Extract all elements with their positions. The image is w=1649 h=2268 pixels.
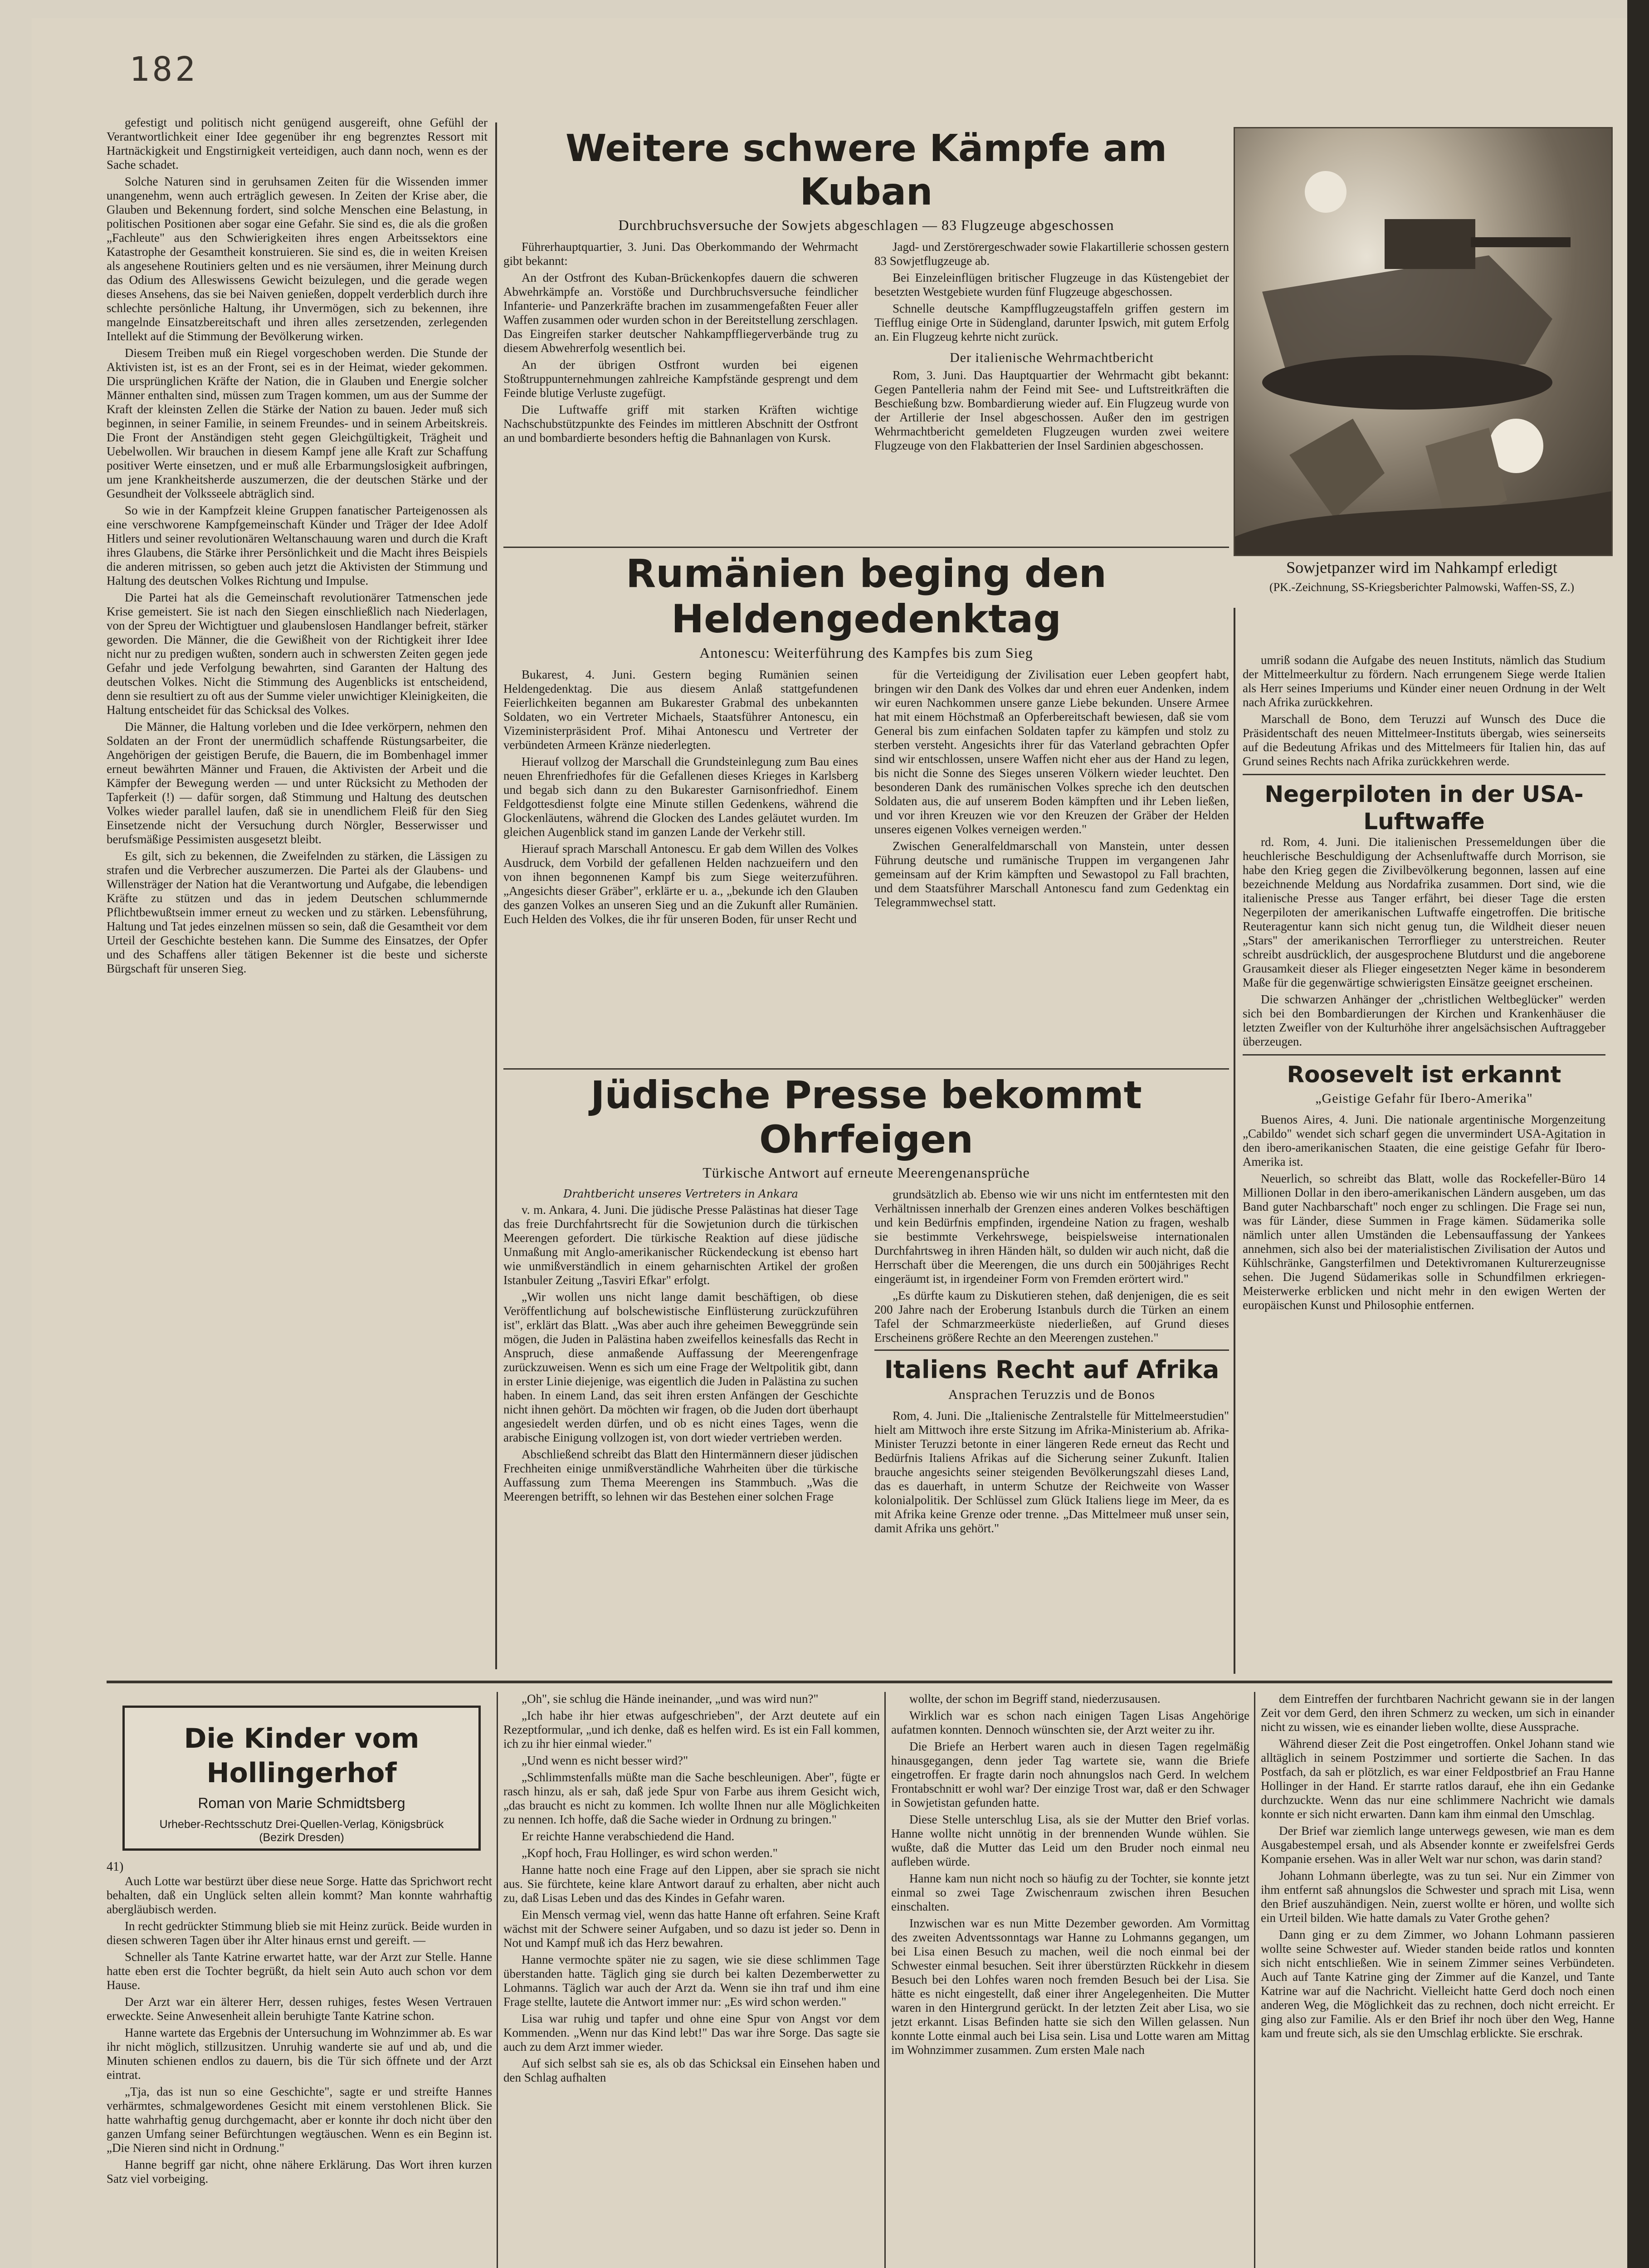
italian-report-heading: Der italienische Wehrmachtbericht [950, 350, 1154, 365]
mittelmeer-paragraph: Marschall de Bono, dem Teruzzi auf Wunsch des Duce die Präsidentschaft des neuen Mittelmeer-Instituts übergab, wies seinerseits auf die Bedeutung Afrikas und des Mittelmeers für Italien hin, das auf Grund seines Rechts nach Afrika zurückkehren werde. [1243, 712, 1605, 768]
novel-paragraph: Der Arzt war ein älterer Herr, dessen ruhiges, festes Wesen Vertrauen erweckte. Seine Anwesenheit allein beruhigte Tante Katrine schon. [107, 1995, 492, 2023]
novel-paragraph: Inzwischen war es nun Mitte Dezember geworden. Am Vormittag des zweiten Adventssonntags war Hanne zu Lohmanns gegangen, um bei Lisa einen Besuch zu machen, weil die noch einmal bei der Schwester einmal besuchen. Seit ihrer überstürzten Rückkehr in diesem Besuch bei den Lohfes waren noch fremden Besuch bei der Lisa. Sie hätte es nicht eingestellt, daß einer ihrer Angelegenheiten. Die Mutter waren in den Hintergrund gerückt. In der letzten Zeit aber Lisa, wo sie jetzt erkannt. Lisas Befinden hatte sie sich den Willen gelassen. Nun konnte Lotte einmal auch bei Lisa sein. Lisa und Lotte waren am Mittag im Wohnzimmer zusammen. Zum ersten Male nach [891, 1916, 1249, 2057]
roosevelt-subheadline: „Geistige Gefahr für Ibero-Amerika" [1315, 1091, 1533, 1106]
rumaenien-right-text [874, 668, 1229, 929]
novel-paragraph: Während dieser Zeit die Post eingetroffen. Onkel Johann stand wie alltäglich in seinem Postzimmer und sortierte die Sachen. In das Postfach, da sah er plötzlich, es war einer Feldpostbrief an Frau Hanne Hollinger in der Hand. Er starrte ratlos darauf, ehe ihn ein Gedanke durchzuckte. Wenn das nur eine schlimmere Nachricht wie damals konnte er sich nicht erwarten. Dann kam ihm einmal den Umschlag. [1261, 1737, 1615, 1821]
kuban-paragraph: Führerhauptquartier, 3. Juni. Das Oberkommando der Wehrmacht gibt bekannt: [503, 240, 858, 268]
juedisch-paragraph: v. m. Ankara, 4. Juni. Die jüdische Presse Palästinas hat dieser Tage das freie Durchfahrtsrecht für die Sowjetunion durch die türkischen Meerengen gefordert. Die türkische Reaktion auf diese jüdische Unmaßung mit Anglo-amerikanischer Rückendeckung ist ebenso hart wie unmißverständlich in einem geharnischten Artikel der großen Istanbuler Zeitung „Tasviri Efkar" erfolgt. [503, 1203, 858, 1287]
rumaenien-headline: Rumänien beging den Heldengedenktag [625, 551, 1107, 642]
negerpiloten-paragraph: Die schwarzen Anhänger der „christlichen Weltbeglücker" werden sich bei den Bombardierungen der Kirchen und Krankenhäuser die letzten Zweifler von der Kulturhöhe ihrer angelsächsischen Auftraggeber überzeugen. [1243, 992, 1605, 1048]
mittelmeer-continued-text [1243, 653, 1605, 768]
novel-paragraph: Hanne kam nun nicht noch so häufig zu der Tochter, sie konnte jetzt einmal so zwei Tage Zwischenraum zwischen ihren Besuchen einschalten. [891, 1872, 1249, 1913]
rumaenien-paragraph: Hierauf sprach Marschall Antonescu. Er gab dem Willen des Volkes Ausdruck, dem Vorbild der gefallenen Helden nachzueifern und den von ihnen begonnenen Kampf bis zum Siege weiterzuführen. „Angesichts dieser Gräber", erklärte er u. a., „bekunde ich den Glauben des ganzen Volkes an unseren Sieg und an die Zukunft aller Rumänien. Euch Helden des Volkes, die ihr für unseren Boden, für unser Recht und [503, 842, 858, 926]
kuban-headline: Weitere schwere Kämpfe am Kuban [565, 127, 1167, 214]
novel-paragraph: Auf sich selbst sah sie es, als ob das Schicksal ein Einsehen haben und den Schlag aufhalten [503, 2057, 880, 2084]
afrika-subheadline: Ansprachen Teruzzis und de Bonos [948, 1387, 1155, 1402]
novel-paragraph: In recht gedrückter Stimmung blieb sie mit Heinz zurück. Beide wurden in diesen schweren Tagen über ihr Alter hinaus ernst und gereift. — [107, 1919, 492, 1947]
kuban-paragraph: An der übrigen Ostfront wurden bei eigenen Stoßtruppunternehmungen zahlreiche Kampfstände gesprengt und dem Feinde blutige Verluste zugefügt. [503, 358, 858, 400]
page-number: 182 [129, 50, 198, 89]
juedisch-paragraph: „Es dürfte kaum zu Diskutieren stehen, daß denjenigen, die es seit 200 Jahre nach der Eroberung Istanbuls durch die Türken an einem Tafel der Schmarzmeerküste niederließen, auf Grund dieses Erscheinens größere Rechte an den Meerengen zustehen." [874, 1289, 1229, 1344]
column-divider [497, 1692, 498, 2268]
novel-title-box [122, 1706, 481, 1851]
photo-credit: (PK.-Zeichnung, SS-Kriegsberichter Palmowski, Waffen-SS, Z.) [1269, 581, 1575, 594]
kuban-paragraph: Bei Einzeleinflügen britischer Flugzeuge in das Küstengebiet der besetzten Westgebiete wurden fünf Flugzeuge abgeschossen. [874, 271, 1229, 298]
roosevelt-paragraph: Buenos Aires, 4. Juni. Die nationale argentinische Morgenzeitung „Cabildo" wendet sich scharf gegen die unvermindert USA-Agitation in den ibero-amerikanischen Staaten, die eine geistige Gefahr für Ibero-Amerika ist. [1243, 1113, 1605, 1168]
editorial-paragraph: Die Partei hat als die Gemeinschaft revolutionärer Tatmenschen jede Krise gemeistert. Sie ist nach den Siegen einschließlich nach Niederlagen, von der Spreu der Wichtigtuer und glaubenslosen Handlanger befreit, stärker geworden. Die Männer, die die Gewißheit von der Richtigkeit ihrer Idee nicht nur zu predigen wußten, sondern auch in schwersten Zeiten gegen jede Gefahr und jede Verfolgung bewahrten, sind Garanten der Haltung des deutschen Volkes. Nicht die Stimmung des Augenblicks ist entscheidend, denn sie resultiert zu oft aus der Summe vieler unwichtiger Kleinigkeiten, die Haltung entscheidet für das Schicksal des Volkes. [107, 591, 488, 717]
novel-paragraph: Er reichte Hanne verabschiedend die Hand. [522, 1829, 735, 1843]
rumaenien-article [503, 551, 1229, 1068]
novel-paragraph: Der Brief war ziemlich lange unterwegs gewesen, wie man es dem Ausgabestempel ersah, und als Absender konnte er zweifelsfrei Gerds Kompanie ersehen. Was in aller Welt war nur schon, was darin stand? [1261, 1824, 1615, 1866]
editorial-paragraph: So wie in der Kampfzeit kleine Gruppen fanatischer Parteigenossen als eine verschworene Kampfgemeinschaft Künder und Träger der Idee Adolf Hitlers und seiner revolutionären Weltanschauung waren und durch die Kraft ihres Glaubens, die Stärke ihrer Persönlichkeit und die Macht ihres Beispiels die anderen mitrissen, so geben auch jetzt die Aktivisten der Stimmung und Haltung des deutschen Volkes Richtung und Impulse. [107, 503, 488, 587]
soviet-tank-illustration [1234, 127, 1613, 556]
novel-rights: Urheber-Rechtsschutz Drei-Quellen-Verlag, Königsbrück (Bezirk Dresden) [159, 1818, 444, 1844]
novel-paragraph: Hanne wartete das Ergebnis der Untersuchung im Wohnzimmer ab. Es war ihr nicht möglich, stillzusitzen. Unruhig wanderte sie auf und ab, und die Minuten schienen endlos zu dauern, bis die Tür sich öffnete und der Arzt eintrat. [107, 2026, 492, 2082]
juedisch-paragraph: „Wir wollen uns nicht lange damit beschäftigen, ob diese Veröffentlichung auf bolschewistische Einflüsterung zurückzuführen ist", erklärt das Blatt. „Was aber auch ihre geheimen Beweggründe sein mögen, die Juden in Palästina haben zweifellos keinesfalls das Recht in Anspruch, diese anmaßende Auffassung der Meerengenfrage zurückzuweisen. Wenn es sich um eine Frage der Weltpolitik gibt, dann in erster Linie diejenige, was eigentlich die Juden in Palästina zu suchen haben. In einem Land, das seit ihren ersten Anfängen der Geschichte nicht ihnen gehört. Da möchten wir fragen, ob die Juden dort überhaupt angesiedelt werden dürfen, und ob es nicht eines Tages, wenn die arabische Einigung vollzogen ist, von dort wieder vertrieben werden. [503, 1290, 858, 1444]
section-divider [503, 1068, 1229, 1070]
kuban-subheadline: Durchbruchsversuche der Sowjets abgeschlagen — 83 Flugzeuge abgeschossen [618, 217, 1114, 233]
column-divider [884, 1692, 886, 2268]
roosevelt-text [1243, 1113, 1605, 1312]
editorial-paragraph: Solche Naturen sind in geruhsamen Zeiten für die Wissenden immer unangenehm, wenn auch erträglich gewesen. In Zeiten der Krise aber, die Glauben und Bekennung fordert, sind solche Menschen eine Belastung, in politischen Positionen aber sogar eine Gefahr. Sie sind es, die als die großen „Fachleute" aus den Schwierigkeiten ihres engen Arbeitssektors eine Katastrophe der Gesamtheit konstruieren. Sie sind es, die in weiten Kreisen als angesehene Routiniers gelten und es nie versäumen, ihrer Meinung durch das Odium des Alleswissens Gewicht beizulegen, und die gerade wegen dieses Ansehens, das sie bei Naiven genießen, doppelt verderblich durch ihre schlechte persönliche Haltung, ihr Unvermögen, sich zu bekennen, ihre mangelnde Einsatzbereitschaft und ihren alles zersetzenden, zerlegenden Intellekt auf die Stimmung der Bevölkerung wirken. [107, 175, 488, 343]
editorial-column [107, 116, 488, 1672]
novel-installment: 41) [107, 1860, 124, 1874]
novel-paragraph: Schneller als Tante Katrine erwartet hatte, war der Arzt zur Stelle. Hanne hatte eben erst die Tochter begrüßt, da hielt sein Auto auch schon vor dem Hause. [107, 1950, 492, 1992]
novel-paragraph: Johann Lohmann überlegte, was zu tun sei. Nur ein Zimmer von ihm entfernt saß ahnungslos die Schwester und sprach mit Lisa, wenn den Brief auszuhändigen. Nein, zuerst wollte er hören, und wollte sich ein Urteil bilden. Wie hatte damals zu Vater Grothe gehen? [1261, 1869, 1615, 1925]
novel-paragraph: wollte, der schon im Begriff stand, niederzusausen. [909, 1692, 1161, 1706]
novel-paragraph: „Kopf hoch, Frau Hollinger, es wird schon werden." [522, 1846, 778, 1860]
negerpiloten-text [1243, 835, 1605, 1049]
binding-edge [1627, 0, 1649, 2268]
kuban-left-text [503, 240, 858, 455]
novel-paragraph: Auch Lotte war bestürzt über diese neue Sorge. Hatte das Sprichwort recht behalten, daß ein Unglück selten allein kommt? Man konnte wahrhaftig abergläubisch werden. [107, 1874, 492, 1916]
novel-author: Roman von Marie Schmidtsberg [198, 1795, 405, 1811]
column-divider [1254, 1692, 1255, 2268]
juedisch-right-text [874, 1188, 1229, 1345]
rumaenien-paragraph: für die Verteidigung der Zivilisation euer Leben geopfert habt, bringen wir den Dank des Volkes dar und ehren euer Andenken, indem wir euren Nachkommen unsere ganze Liebe bekunden. Unsere Armee hat mit einem Höchstmaß an Opferbereitschaft bewiesen, daß sie vom General bis zum einfachen Soldaten tapfer zu kämpfen und stolz zu sterben versteht. Angesichts ihrer für das Vaterland gebrachten Opfer sind wir entschlossen, unsere Waffen nicht eher aus der Hand zu legen, bis nicht die Sonne des Sieges unseren Völkern wieder leuchtet. Den besonderen Dank des rumänischen Volkes spreche ich den deutschen Soldaten aus, die auf unserem Boden kämpften und ihr Leben ließen, und vor ihren Kreuzen wie vor den Kreuzen der Gräber der Helden unseres eigenen Volkes verneigen werden." [874, 668, 1229, 836]
editorial-paragraph: Diesem Treiben muß ein Riegel vorgeschoben werden. Die Stunde der Aktivisten ist, ist es an der Front, sei es in der Heimat, wieder gekommen. Die ursprünglichen Kräfte der Nation, die in Glauben und Energie solcher Männer enthalten sind, müssen zum Tragen kommen, um aus der Summe der Kraft der kleinsten Zellen die Stärke der Nation zu bauen. Jeder muß sich beginnen, in seiner Familie, in seinem Freundes- und in seinem Arbeitskreis. Die Front der Anständigen steht gegen Gleichgültigkeit, Trägheit und Uebelwollen. Wir brauchen in diesem Kampf jene alle Kraft zur Schaffung positiver Werte einsetzen, und er muß alle Erbarmungslosigkeit aufbringen, um jene Krankheitsherde auszumerzen, die der deutschen Stärke und der Gesundheit der Volksseele abträglich sind. [107, 346, 488, 500]
juedisch-headline: Jüdische Presse bekommt Ohrfeigen [590, 1073, 1142, 1162]
newspaper-page [32, 18, 1628, 2268]
novel-paragraph: Wirklich war es schon nach einigen Tagen Lisas Angehörige aufatmen konnten. Dennoch wünschten sie, der Arzt weiter zu ihr. [891, 1709, 1249, 1736]
novel-paragraph: Hanne vermochte später nie zu sagen, wie sie diese schlimmen Tage überstanden hatte. Täglich ging sie durch bei kalten Dezemberwetter zu Lohmanns. Täglich war auch der Arzt da. Wenn sie ihn traf und ihm eine Frage stellte, lautete die Antwort immer nur: „Es wird schon werden." [503, 1953, 880, 2009]
kuban-paragraph: Die Luftwaffe griff mit starken Kräften wichtige Nachschubstützpunkte des Feindes im mittleren Abschnitt der Ostfront an und bombardierte besonders heftig die Bahnanlagen von Kursk. [503, 403, 858, 445]
negerpiloten-paragraph: rd. Rom, 4. Juni. Die italienischen Pressemeldungen über die heuchlerische Beschuldigung der Achsenluftwaffe durch Morrison, sie habe den Krieg gegen die Zivilbevölkerung begonnen, lassen auf eine bezeichnende Meldung aus Nordafrika zusammen. Dort sind, wie die italienische Presse aus Tanger erfährt, bei dieser Tage die ersten Negerpiloten der amerikanischen Luftwaffe eingetroffen. Die britische Reuteragentur kann sich nicht genug tun, die Wildheit dieser neuen „Stars" der amerikanischen Terrorflieger zu unterstreichen. Reuter schreibt ausdrücklich, der ausgesprochene Blutdurst und die angeborene Grausamkeit dieser als Flieger eingesetzten Neger käme in besonderem Maße für die gegenwärtige schwierigsten Einsätze geeignet erscheinen. [1243, 835, 1605, 989]
kuban-article [503, 127, 1229, 544]
novel-paragraph: Die Briefe an Herbert waren auch in diesen Tagen regelmäßig hinausgegangen, denn jeder Tag wartete sie, wann die Briefe eingetroffen. Er fragte darin noch ahnungslos nach Gerd. In welchem Frontabschnitt er wohl war? Der einzige Trost war, daß er den Schwager in Sowjetistan gefunden hatte. [891, 1740, 1249, 1809]
italian-report-text: Rom, 3. Juni. Das Hauptquartier der Wehrmacht gibt bekannt: Gegen Pantelleria nahm der Feind mit See- und Luftstreitkräften die Beschießung bzw. Bombardierung wieder auf. Ein Flugzeug wurde von der Artillerie der Insel abgeschossen. Außer den im gestrigen Wehrmachtbericht gemeldeten Flugzeugen wurden zwei weitere Flugzeuge von den Flakbatterien der Insel Sardinien abgeschossen. [874, 368, 1229, 452]
afrika-headline: Italiens Recht auf Afrika [884, 1355, 1220, 1384]
kuban-paragraph: Jagd- und Zerstörergeschwader sowie Flakartillerie schossen gestern 83 Sowjetflugzeuge ab. [874, 240, 1229, 268]
novel-paragraph: „Und wenn es nicht besser wird?" [522, 1754, 688, 1767]
rumaenien-paragraph: Hierauf vollzog der Marschall die Grundsteinlegung zum Bau eines neuen Ehrenfriedhofes für die Gefallenen dieses Krieges in Karlsberg und begab sich dann zu den Bukarester Garnisonfriedhof. Einem Feldgottesdienst folgte eine Minute stillen Gedenkens, während die Glockenläutens, während die Glocken des Landes geläutet wurden. Im gleichen Augenblick stand im ganzen Lande der Verkehr still. [503, 755, 858, 839]
juedisch-paragraph: grundsätzlich ab. Ebenso wie wir uns nicht im entferntesten mit den Verhältnissen innerhalb der Grenzen eines anderen Volkes beschäftigen und kein Bedürfnis empfinden, irgendeine Nation zu fragen, weshalb sie bestimmte Verkehrswege, beispielsweise internationalen Durchfahrtsweg in ihren Händen hält, so dulden wir auch nicht, daß die Herrschaft über die Meerengen, die uns durch ein 500jähriges Recht eingeräumt ist, in irgendeiner Form von Fremden erörtert wird." [874, 1188, 1229, 1286]
photo-caption: Sowjetpanzer wird im Nahkampf erledigt [1286, 558, 1557, 577]
juedisch-subheadline: Türkische Antwort auf erneute Meerengenansprüche [703, 1164, 1030, 1181]
juedisch-paragraph: Abschließend schreibt das Blatt den Hintermännern dieser jüdischen Frechheiten einige unmißverständliche Wahrheiten über die türkische Auffassung zum Thema Meerengen ins Stammbuch. „Was die Meerengen betrifft, so lehnen wir das Bestehen einer solchen Frage [503, 1447, 858, 1503]
novel-paragraph: „Oh", sie schlug die Hände ineinander, „und was wird nun?" [522, 1692, 819, 1706]
novel-column-4 [1261, 1692, 1615, 2268]
juedisch-left-text [503, 1203, 858, 1504]
kuban-right-text [874, 240, 1229, 344]
novel-title: Die Kinder vom Hollingerhof [184, 1723, 420, 1789]
novel-paragraph: Lisa war ruhig und tapfer und ohne eine Spur von Angst vor dem Kommenden. „Wenn nur das Kind lebt!" Das war ihre Sorge. Das sagte sie auch zu dem Arzt immer wieder. [503, 2012, 880, 2053]
novel-paragraph: Ein Mensch vermag viel, wenn das hatte Hanne oft erfahren. Seine Kraft wächst mit der Schwere seiner Aufgaben, und so dazu ist jeder so. Denn in Not und Kampf muß ich das Herz bewahren. [503, 1908, 880, 1950]
novel-column-3 [891, 1692, 1249, 2268]
novel-paragraph: Hanne begriff gar nicht, ohne nähere Erklärung. Das Wort ihren kurzen Satz viel vorbeiging. [107, 2158, 492, 2185]
column-divider [495, 122, 497, 1669]
roosevelt-headline: Roosevelt ist erkannt [1287, 1061, 1561, 1088]
rumaenien-subheadline: Antonescu: Weiterführung des Kampfes bis zum Sieg [699, 645, 1033, 661]
juedisch-article [503, 1073, 1229, 1676]
novel-column-2 [503, 1692, 880, 2268]
novel-divider [107, 1681, 1612, 1683]
editorial-paragraph: Es gilt, sich zu bekennen, die Zweifelnden zu stärken, die Lässigen zu strafen und die Verbrecher auszumerzen. Die Partei als der Glaubens- und Willensträger der Nation hat die Verantwortung und Aufgabe, die lebendigen Kräfte zu stützen und das in jedem Deutschen schlummernde Pflichtbewußtsein immer erneut zu wecken und zu stärken. Lebensführung, Haltung und Tat jedes einzelnen müssen so sein, daß die Gesamtheit vor dem Urteil der Geschichte bestehen kann. Die Summe des Einsatzes, der Opfer und des Schaffens aller tätigen Bekenner ist die beste und sicherste Bürgschaft für unseren Sieg. [107, 849, 488, 975]
rumaenien-left-text [503, 668, 858, 929]
editorial-paragraph: Die Männer, die Haltung vorleben und die Idee verkörpern, nehmen den Soldaten an der Front der unermüdlich schaffende Rüstungsarbeiter, die Angehörigen der geistigen Berufe, die Bauern, die im Bombenhagel immer erneut bewährten Männer und Frauen, die Aktivisten der Arbeit und die Kämpfer der Bewegung werden — und unter Rücksicht zu Methoden der Tapferkeit (!) — dafür sorgen, daß Stimmung und Haltung des deutschen Volkes wieder parallel laufen, daß sie in unendlichem Fleiß für den Sieg Einsetzende nicht der Versuchung durch Nörgler, Besserwisser und berufsmäßige Pessimisten ausgesetzt bleibt. [107, 720, 488, 846]
tank-drawing [1235, 128, 1611, 555]
novel-paragraph: „Tja, das ist nun so eine Geschichte", sagte er und streifte Hannes verhärmtes, schmalgewordenes Gesicht mit einem verstohlenen Blick. Sie hatte wahrhaftig genug durchgemacht, aber er konnte ihr doch nicht über den ganzen Umfang seiner Befürchtungen wegtäuschen. Wenn es ein Beginn ist. „Die Nieren sind nicht in Ordnung." [107, 2085, 492, 2155]
roosevelt-paragraph: Neuerlich, so schreibt das Blatt, wolle das Rockefeller-Büro 14 Millionen Dollar in den ibero-amerikanischen Ländern ausgeben, um das Band guter Nachbarschaft" noch enger zu schlingen. Die Frage sei nun, was für Länder, diese Summen in Frage kämen. Südamerika solle nämlich unter allen Umständen die Lebensauffassung der Yankees annehmen, sich also bei der materialistischen Zivilisation der Autos und Kühlschränke, Gangsterfilmen und Detektivromanen Kulturerzeugnisse sehen. Die Jugend Südamerikas solle in Schundfilmen erkriegen-Meisterwerke erblicken und nicht mehr in den ewigen Werten der europäischen Kunst und Philosophie entfernen. [1243, 1172, 1605, 1312]
novel-paragraph: Dann ging er zu dem Zimmer, wo Johann Lohmann passieren wollte seine Schwester auf. Wieder standen beide ratlos und konnten sich nicht entschließen. Wie in seinem Zimmer seines Verbündeten. Auch auf Tante Katrine ging der Zimmer auf die Kanzel, und Tante Katrine war auf die Nachricht. Vielleicht hatte Gerd doch noch einen anderen Weg, die Möglichkeit das zu rechnen, doch nicht erreicht. Er ging also zur Familie. Als er den Brief ihr noch über den Weg, Hanne kam und freute sich, als sie den Umschlag erblickte. Sie erschrak. [1261, 1928, 1615, 2040]
afrika-text: Rom, 4. Juni. Die „Italienische Zentralstelle für Mittelmeerstudien" hielt am Mittwoch ihre erste Sitzung im Afrika-Ministerium ab. Afrika-Minister Teruzzi betonte in einer längeren Rede erneut das Recht und Bedürfnis Italiens Afrikas auf die Sicherung seiner Zukunft. Italien brauche angesichts seiner steigenden Bevölkerungszahl dieses Land, das es dauerhaft, in unterm Schutze der Reichweite von Wasser kolonialpolitik. Der Schlüssel zum Glück Italiens liege im Meer, da es mit Afrika keine Grenze oder trenne. „Das Mittelmeer muß unser sein, damit Afrika uns gehört." [874, 1409, 1229, 1535]
novel-paragraph: Hanne hatte noch eine Frage auf den Lippen, aber sie sprach sie nicht aus. Sie fürchtete, keine klare Antwort darauf zu erhalten, aber nicht auch zu, daß Lisas Leben und das des Kindes in Gefahr waren. [503, 1863, 880, 1905]
novel-column-1 [107, 1860, 492, 2268]
rumaenien-paragraph: Bukarest, 4. Juni. Gestern beging Rumänien seinen Heldengedenktag. Die aus diesem Anlaß stattgefundenen Feierlichkeiten begannen am Bukarester Grabmal des unbekannten Soldaten, wo ein Vertreter Michaels, Staatsführer Antonescu, ein Vizeministerpräsident Prof. Mihai Antonescu und Vertreter der verbündeten Armeen Kränze niederlegten. [503, 668, 858, 752]
novel-paragraph: „Ich habe ihr hier etwas aufgeschrieben", der Arzt deutete auf ein Rezeptformular, „und ich denke, daß es helfen wird. Es ist ein Fall kommen, ich zu ihr hier einmal wieder." [503, 1709, 880, 1750]
novel-paragraph: „Schlimmstenfalls müßte man die Sache beschleunigen. Aber", fügte er rasch hinzu, als er sah, daß jede Spur von Farbe aus ihrem Gesicht wich, „das braucht es nicht zu kommen. Ich wollte Ihnen nur alle Möglichkeiten zu nennen. Ich hoffe, daß die Sache wieder in Ordnung zu bringen." [503, 1770, 880, 1826]
novel-paragraph: Diese Stelle unterschlug Lisa, als sie der Mutter den Brief vorlas. Hanne wollte nicht unnötig in der brennenden Wunde wühlen. Sie wußte, daß die Mutter das Leid um den Bruder noch einmal neu aufleben würde. [891, 1813, 1249, 1868]
kuban-paragraph: An der Ostfront des Kuban-Brückenkopfes dauern die schweren Abwehrkämpfe an. Vorstöße und Durchbruchsversuche feindlicher Infanterie- und Panzerkräfte brachen im zusammengefaßten Feuer aller Waffen zusammen oder wurden schon in der Bereitstellung zerschlagen. Das Eingreifen starker deutscher Nahkampffliegerverbände trug zu diesem Abwehrerfolg wesentlich bei. [503, 271, 858, 355]
negerpiloten-headline: Negerpiloten in der USA-Luftwaffe [1264, 781, 1584, 835]
novel-paragraph: dem Eintreffen der furchtbaren Nachricht gewann sie in der langen Zeit vor dem Gerd, den ihren Schmerz zu wecken, um sich in einander nicht zu wissen, wie es einander lieben wollte, diese Aussprache. [1261, 1692, 1615, 1734]
kuban-paragraph: Schnelle deutsche Kampfflugzeugstaffeln griffen gestern im Tiefflug einige Orte in Südengland, darunter Ipswich, mit gutem Erfolg an. Ein Flugzeug kehrte nicht zurück. [874, 302, 1229, 343]
rumaenien-paragraph: Zwischen Generalfeldmarschall von Manstein, unter dessen Führung deutsche und rumänische Truppen im vergangenen Jahr gemeinsam auf der Krim kämpften und Sewastopol zu Fall brachten, und dem Staatsführer Marschall Antonescu fand zum Gedenktag ein Telegrammwechsel statt. [874, 839, 1229, 909]
column-divider [1234, 608, 1235, 1674]
section-divider [503, 547, 1229, 548]
editorial-paragraph: gefestigt und politisch nicht genügend ausgereift, ohne Gefühl der Verantwortlichkeit einer Idee gegenüber ihr eng begrenztes Ressort mit Hartnäckigkeit und Engstirnigkeit verteidigen, auch dann noch, wenn es der Sache schadet. [107, 116, 488, 171]
juedisch-dateline: Drahtbericht unseres Vertreters in Ankara [563, 1188, 798, 1200]
right-column [1243, 653, 1605, 1674]
mittelmeer-paragraph: umriß sodann die Aufgabe des neuen Instituts, nämlich das Studium der Mittelmeerkultur zu fördern. Nach errungenem Siege werde Italien als Herr seines Imperiums und Künder einer neuen Ordnung in der Welt nach Afrika zurückkehren. [1243, 653, 1605, 709]
